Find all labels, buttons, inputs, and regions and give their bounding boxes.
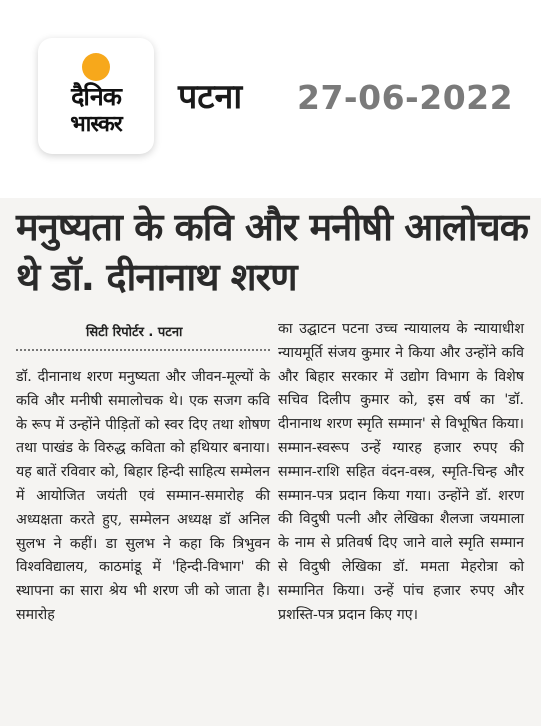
article-column-left: डॉ. दीनानाथ शरण मनुष्यता और जीवन-मूल्यों के कवि और मनीषी समालोचक थे। एक सजग कवि के रूप में उन्होंने पीड़ितों को स्वर दिए तथा शोषण तथा पाखंड के विरुद्ध कविता को हथियार बनाया। यह बातें रविवार को, बिहार हिन्दी साहित्य सम्मेलन में आयोजित जयंती एवं सम्मान-समारोह की अध्यक्षता करते हुए, सम्मेलन अध्यक्ष डॉ अनिल सुलभ ने कहीं। डा सुलभ ने कहा कि त्रिभुवन विश्वविद्यालय, काठमांडू में 'हिन्दी-विभाग' की स्थापना का सारा श्रेय भी शरण जी को जाता है। समारोह [16,369,270,623]
article-headline: मनुष्यता के कवि और मनीषी आलोचक थे डॉ. दीनानाथ शरण [16,205,528,299]
article-byline: सिटी रिपोर्टर . पटना [86,325,183,340]
dainik-bhaskar-logo [38,38,154,154]
logo-line1: दैनिक [71,82,121,111]
article-column-right: का उद्घाटन पटना उच्च न्यायालय के न्यायाधीश न्यायमूर्ति संजय कुमार ने किया और उन्होंने कवि और बिहार सरकार में उद्योग विभाग के विशेष सचिव दिलीप कुमार को, इस वर्ष का 'डॉ. दीनानाथ शरण स्मृति सम्मान' से विभूषित किया। सम्मान-स्वरूप उन्हें ग्यारह हजार रुपए की सम्मान-राशि सहित वंदन-वस्त्र, स्मृति-चिन्ह और सम्मान-पत्र प्रदान किया गया। उन्होंने डॉ. शरण की विदुषी पत्नी और लेखिका शैलजा जयमाला के नाम से प्रतिवर्ष दिए जाने वाले स्मृति सम्मान से विदुषी लेखिका डॉ. ममता मेहरोत्रा को सम्मानित किया। उन्हें पांच हजार रुपए और प्रशस्ति-पत्र प्रदान किए गए। [278,321,524,623]
byline-divider [16,349,270,351]
header [0,0,541,170]
logo-line2: भास्कर [70,112,122,137]
sun-icon [82,53,110,81]
city-name: पटना [178,77,243,117]
publication-date: 27-06-2022 [297,78,514,117]
